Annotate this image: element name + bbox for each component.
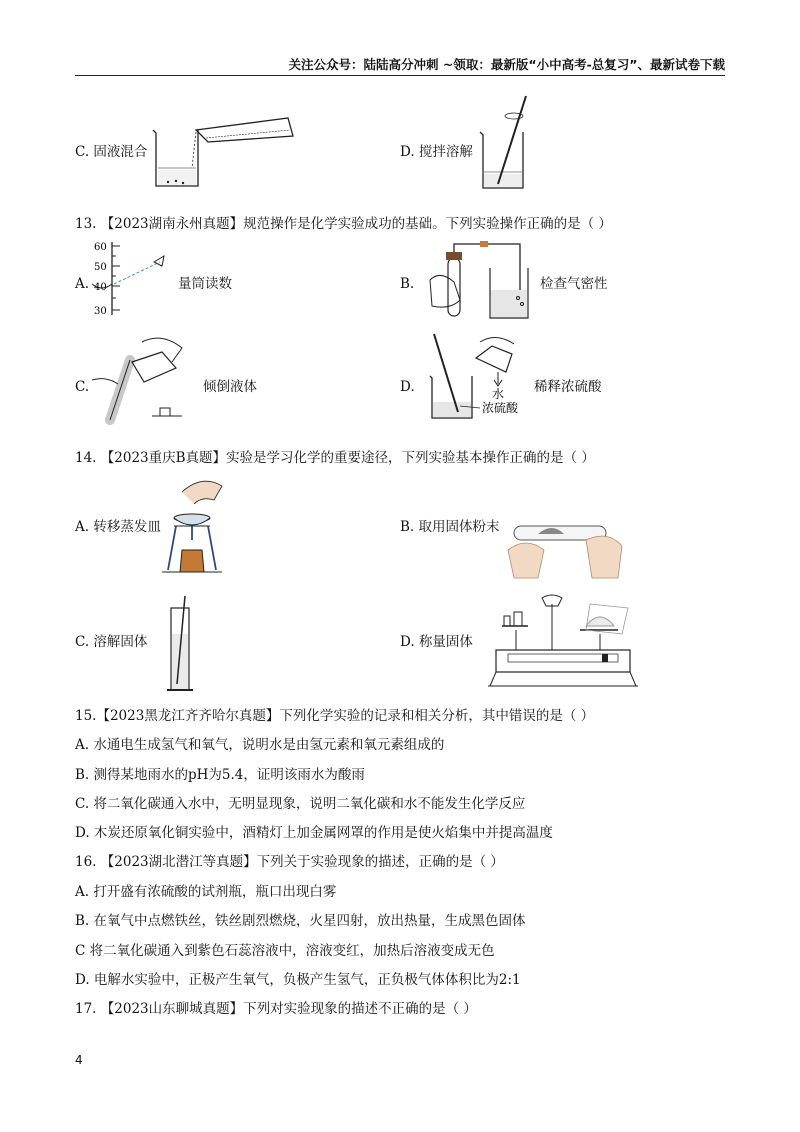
- q14-option-c: C. 溶解固体: [75, 634, 148, 650]
- q13-stem: 13. 【2023湖南永州真题】规范操作是化学实验成功的基础。下列实验操作正确的是（ ）: [75, 216, 612, 232]
- tick-label-50: 50: [94, 262, 107, 273]
- q16-option-d: D. 电解水实验中，正极产生氧气，负极产生氢气，正负极气体体积比为2:1: [75, 972, 521, 988]
- q16-stem: 16. 【2023湖北潜江等真题】下列关于实验现象的描述，正确的是（ ）: [75, 854, 504, 870]
- q16-option-a: A. 打开盛有浓硫酸的试剂瓶，瓶口出现白雾: [75, 884, 337, 900]
- water-label: 水: [492, 387, 505, 401]
- q15-option-b: B. 测得某地雨水的pH为5.4，证明该雨水为酸雨: [75, 767, 365, 783]
- q15-stem: 15.【2023黑龙江齐齐哈尔真题】下列化学实验的记录和相关分析，其中错误的是（ ）: [75, 708, 595, 724]
- header-text: 关注公众号：陆陆高分冲刺 ~领取：最新版“小中高考-总复习”、最新试卷下载: [288, 57, 725, 72]
- diluting-sulfuric-acid-figure: [420, 332, 540, 422]
- option-c-solid-liquid-mixing: C. 固液混合: [75, 144, 148, 160]
- beaker-pouring-figure: [148, 108, 308, 188]
- tick-label-40: 40: [94, 282, 107, 293]
- concentrated-sulfuric-acid-label: 浓硫酸: [482, 401, 519, 415]
- q15-option-d: D. 木炭还原氧化铜实验中，酒精灯上加金属网罩的作用是使火焰集中并提高温度: [75, 825, 553, 841]
- q13-c-label: 倾倒液体: [203, 379, 257, 395]
- q13-b-label: 检查气密性: [540, 276, 608, 292]
- balance-weighing-figure: [482, 594, 642, 689]
- dissolving-in-cylinder-figure: [165, 594, 205, 694]
- taking-solid-powder-figure: [508, 510, 628, 580]
- q13-d-label: 稀释浓硫酸: [534, 379, 602, 395]
- option-d-stir-dissolve: D. 搅拌溶解: [400, 144, 473, 160]
- q13-c-letter: C.: [75, 379, 90, 395]
- q13-b-letter: B.: [400, 276, 415, 292]
- page-header: [75, 55, 725, 76]
- q13-a-label: 量筒读数: [178, 276, 232, 292]
- airtightness-check-figure: [420, 240, 530, 320]
- q13-a-letter: A.: [75, 276, 90, 292]
- q14-option-a: A. 转移蒸发皿: [75, 519, 161, 535]
- page-number: 4: [75, 1053, 83, 1067]
- tick-label-60: 60: [94, 242, 107, 253]
- q15-option-a: A. 水通电生成氢气和氧气，说明水是由氢元素和氧元素组成的: [75, 737, 445, 753]
- graduated-cylinder-reading-figure: [92, 240, 182, 320]
- q14-option-b: B. 取用固体粉末: [400, 519, 500, 535]
- q14-stem: 14. 【2023重庆B真题】实验是学习化学的重要途径，下列实验基本操作正确的是（ ）: [75, 450, 595, 466]
- q14-option-d: D. 称量固体: [400, 634, 473, 650]
- q16-option-b: B. 在氧气中点燃铁丝，铁丝剧烈燃烧，火星四射，放出热量，生成黑色固体: [75, 913, 526, 929]
- pouring-liquid-figure: [92, 332, 202, 422]
- q17-stem: 17. 【2023山东聊城真题】下列对实验现象的描述不正确的是（ ）: [75, 1001, 477, 1017]
- q16-option-c: C 将二氧化碳通入到紫色石蕊溶液中，溶液变红，加热后溶液变成无色: [75, 943, 495, 959]
- evaporating-dish-transfer-figure: [162, 474, 242, 574]
- tick-label-30: 30: [94, 306, 107, 317]
- q13-d-letter: D.: [400, 379, 415, 395]
- beaker-stirring-figure: [478, 92, 548, 192]
- q15-option-c: C. 将二氧化碳通入水中，无明显现象，说明二氧化碳和水不能发生化学反应: [75, 796, 526, 812]
